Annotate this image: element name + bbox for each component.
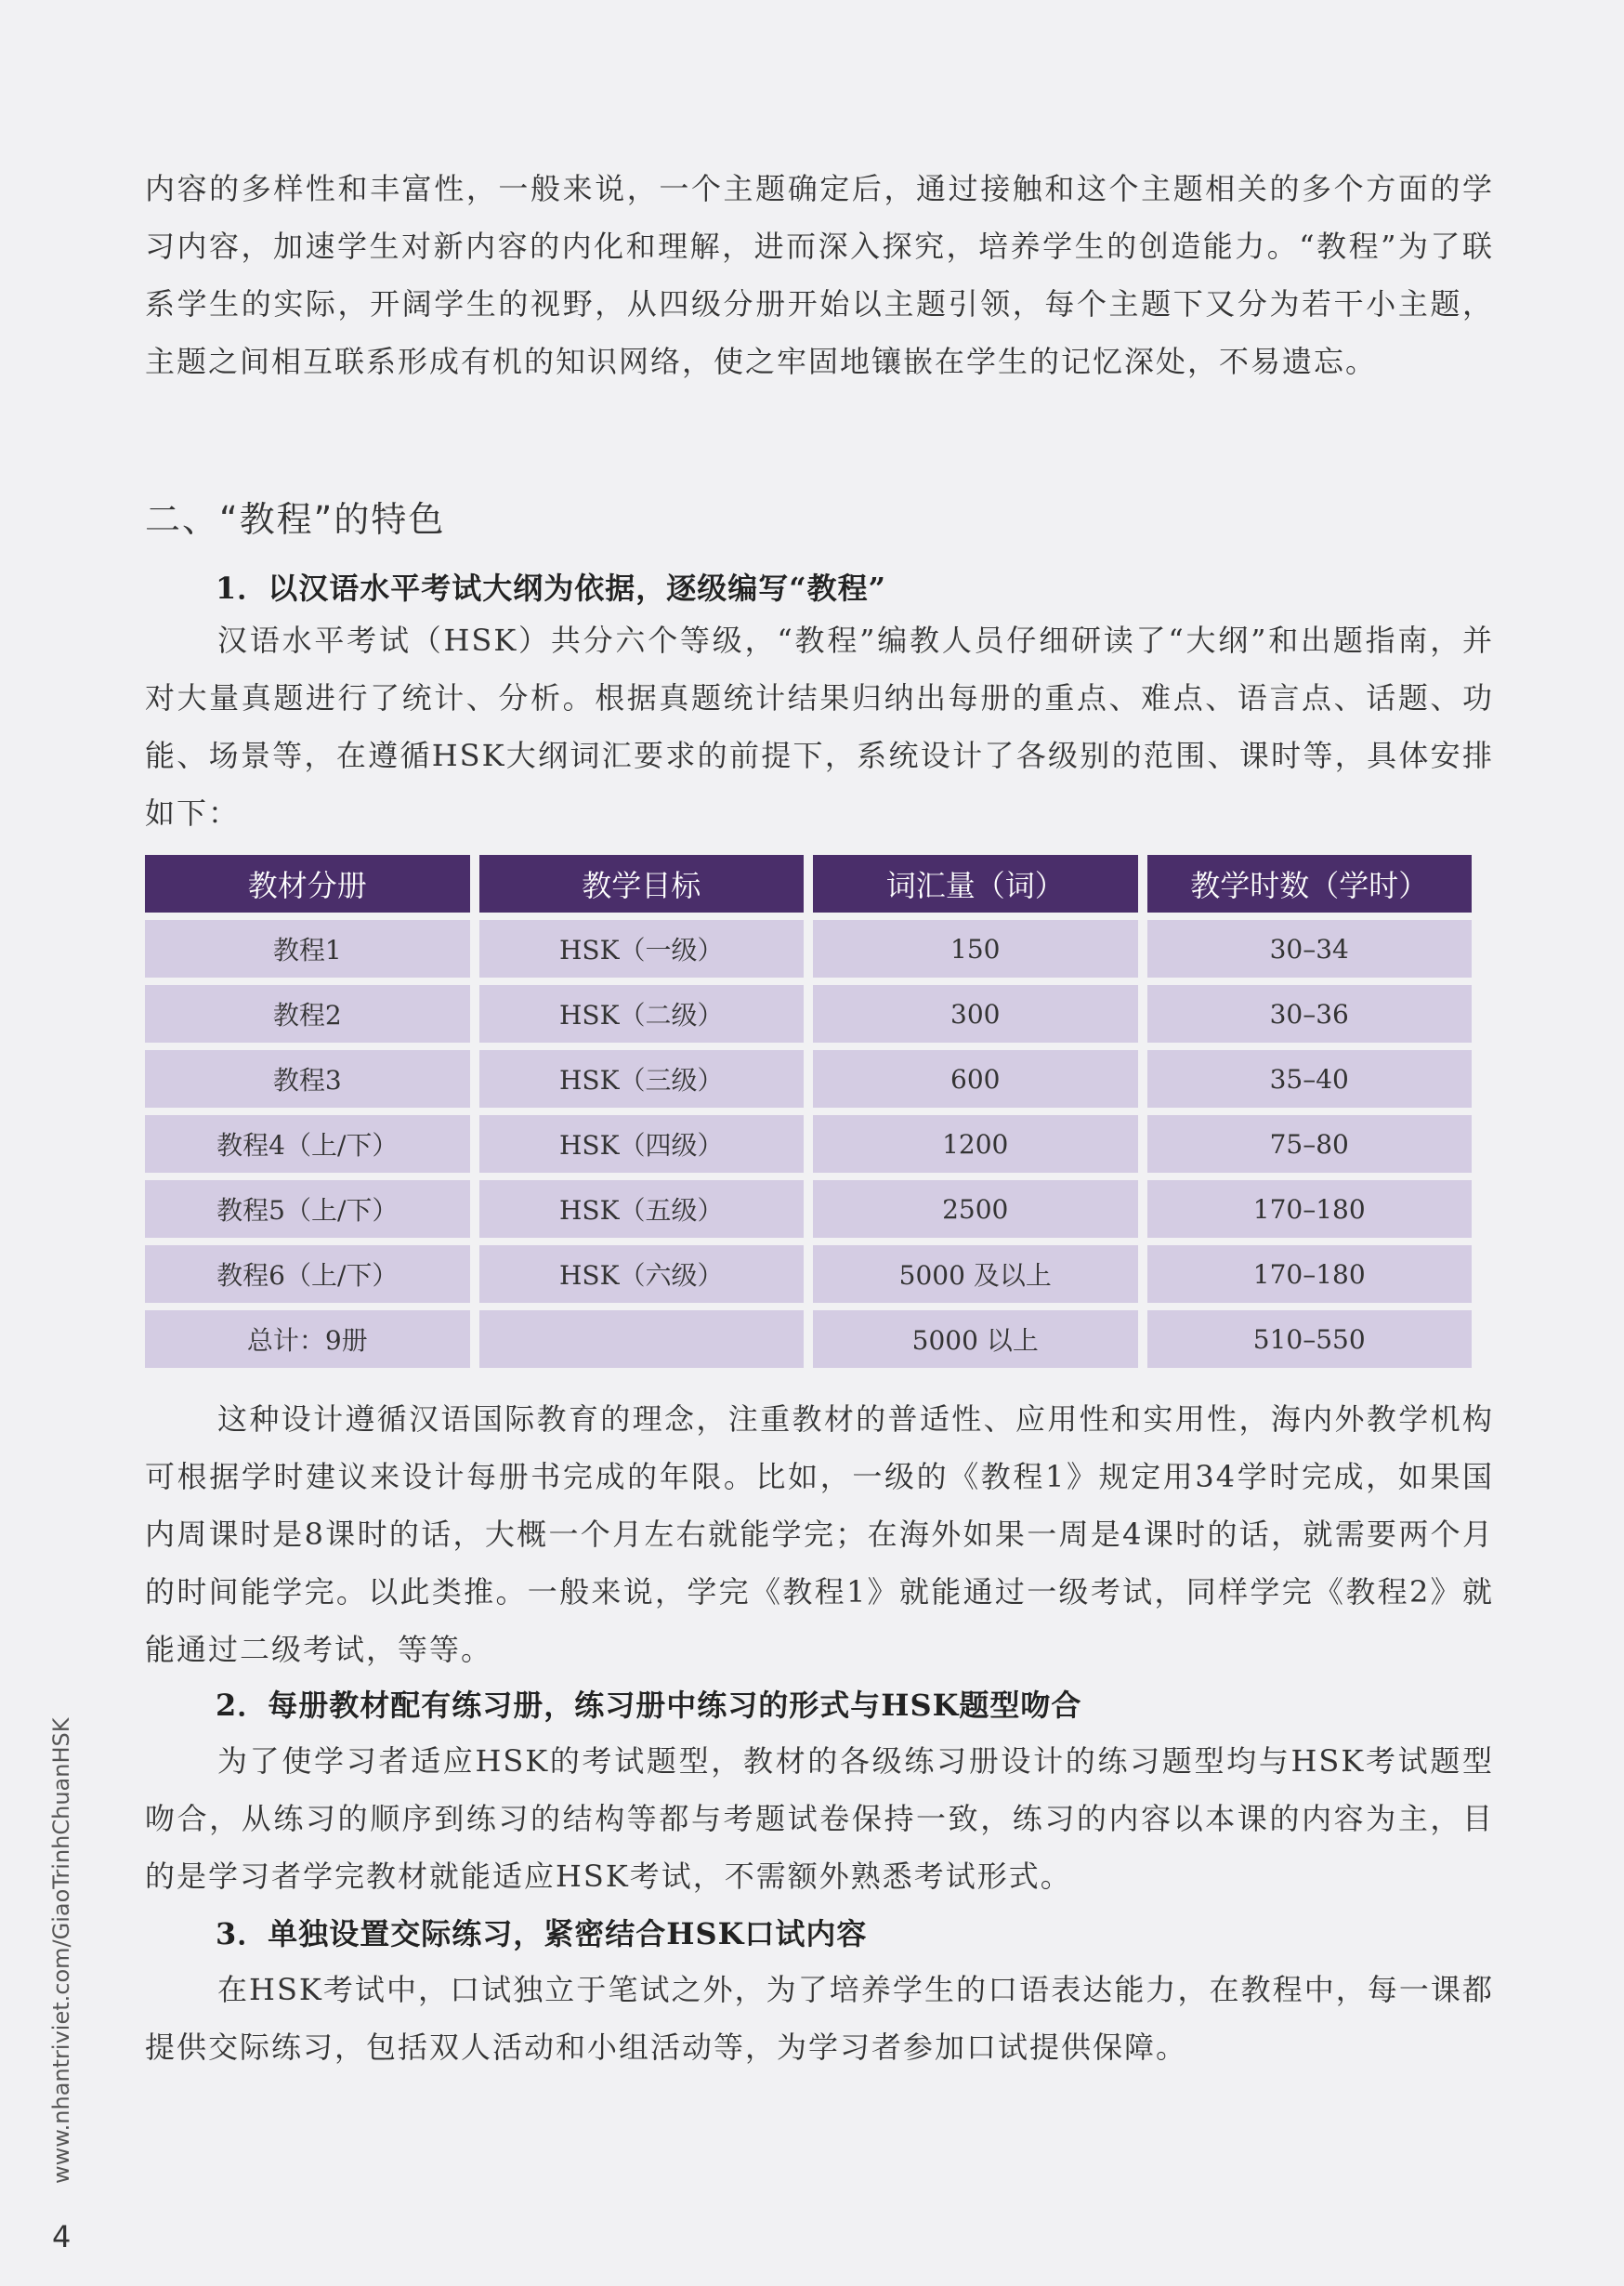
table-header-row (145, 855, 1472, 913)
header-goal: 教学目标 (479, 855, 805, 913)
cell-hours: 170–180 (1147, 1180, 1473, 1238)
cell-hours: 510–550 (1147, 1310, 1473, 1368)
paragraph-design: 这种设计遵循汉语国际教育的理念，注重教材的普适性、应用性和实用性，海内外教学机构可根据学时建议来设计每册书完成的年限。比如，一级的《教程1》规定用34学时完成，如果国内周课时是8课时的话，大概一个月左右就能学完；在海外如果一周是4课时的话，就需要两个月的时间能学完。以此类推。一般来说，学完《教程1》就能通过一级考试，同样学完《教程2》就能通过二级考试，等等。 (145, 1401, 1494, 1667)
table-row (145, 1050, 1472, 1108)
cell-textbook: 教程4（上/下） (145, 1115, 470, 1173)
table-row (145, 920, 1472, 978)
table-row (145, 985, 1472, 1043)
cell-vocab: 5000 及以上 (813, 1245, 1138, 1303)
cell-textbook: 教程6（上/下） (145, 1245, 470, 1303)
header-hours: 教学时数（学时） (1147, 855, 1473, 913)
intro-paragraph: 内容的多样性和丰富性，一般来说，一个主题确定后，通过接触和这个主题相关的多个方面的学习内容，加速学生对新内容的内化和理解，进而深入探究，培养学生的创造能力。“教程”为了联系学生的实际，开阔学生的视野，从四级分册开始以主题引领，每个主题下又分为若干小主题，主题之间相互联系形成有机的知识网络，使之牢固地镶嵌在学生的记忆深处，不易遗忘。 (145, 171, 1494, 379)
header-vocab: 词汇量（词） (813, 855, 1138, 913)
cell-goal: HSK（三级） (479, 1050, 805, 1108)
cell-vocab: 600 (813, 1050, 1138, 1108)
cell-hours: 75–80 (1147, 1115, 1473, 1173)
cell-goal (479, 1310, 805, 1368)
table-row (145, 1310, 1472, 1368)
cell-hours: 170–180 (1147, 1245, 1473, 1303)
header-textbook: 教材分册 (145, 855, 470, 913)
table-row (145, 1180, 1472, 1238)
cell-textbook: 总计：9册 (145, 1310, 470, 1368)
subheading-1: 1．以汉语水平考试大纲为依据，逐级编写“教程” (216, 571, 887, 606)
cell-goal: HSK（二级） (479, 985, 805, 1043)
cell-goal: HSK（四级） (479, 1115, 805, 1173)
cell-hours: 30–36 (1147, 985, 1473, 1043)
subheading-3: 3．单独设置交际练习，紧密结合HSK口试内容 (216, 1916, 868, 1951)
cell-textbook: 教程3 (145, 1050, 470, 1108)
table-row (145, 1245, 1472, 1303)
cell-goal: HSK（一级） (479, 920, 805, 978)
cell-textbook: 教程2 (145, 985, 470, 1043)
cell-vocab: 300 (813, 985, 1138, 1043)
cell-goal: HSK（六级） (479, 1245, 805, 1303)
table-row (145, 1115, 1472, 1173)
paragraph-workbook: 为了使学习者适应HSK的考试题型，教材的各级练习册设计的练习题型均与HSK考试题型吻合，从练习的顺序到练习的结构等都与考题试卷保持一致，练习的内容以本课的内容为主，目的是学习者学完教材就能适应HSK考试，不需额外熟悉考试形式。 (145, 1743, 1494, 1894)
paragraph-speaking: 在HSK考试中，口试独立于笔试之外，为了培养学生的口语表达能力，在教程中，每一课都提供交际练习，包括双人活动和小组活动等，为学习者参加口试提供保障。 (145, 1972, 1494, 2065)
cell-hours: 30–34 (1147, 920, 1473, 978)
section-heading: 二、“教程”的特色 (145, 499, 446, 540)
cell-textbook: 教程1 (145, 920, 470, 978)
course-table (136, 847, 1481, 1375)
cell-vocab: 5000 以上 (813, 1310, 1138, 1368)
cell-textbook: 教程5（上/下） (145, 1180, 470, 1238)
cell-goal: HSK（五级） (479, 1180, 805, 1238)
cell-vocab: 150 (813, 920, 1138, 978)
paragraph-hsk-levels: 汉语水平考试（HSK）共分六个等级，“教程”编教人员仔细研读了“大纲”和出题指南，并对大量真题进行了统计、分析。根据真题统计结果归纳出每册的重点、难点、语言点、话题、功能、场景等，在遵循HSK大纲词汇要求的前提下，系统设计了各级别的范围、课时等，具体安排如下： (145, 623, 1494, 831)
cell-hours: 35–40 (1147, 1050, 1473, 1108)
cell-vocab: 1200 (813, 1115, 1138, 1173)
cell-vocab: 2500 (813, 1180, 1138, 1238)
side-url: www.nhantriviet.com/GiaoTrinhChuanHSK (48, 1717, 74, 2184)
subheading-2: 2．每册教材配有练习册，练习册中练习的形式与HSK题型吻合 (216, 1688, 1082, 1723)
page-number: 4 (52, 2219, 72, 2254)
